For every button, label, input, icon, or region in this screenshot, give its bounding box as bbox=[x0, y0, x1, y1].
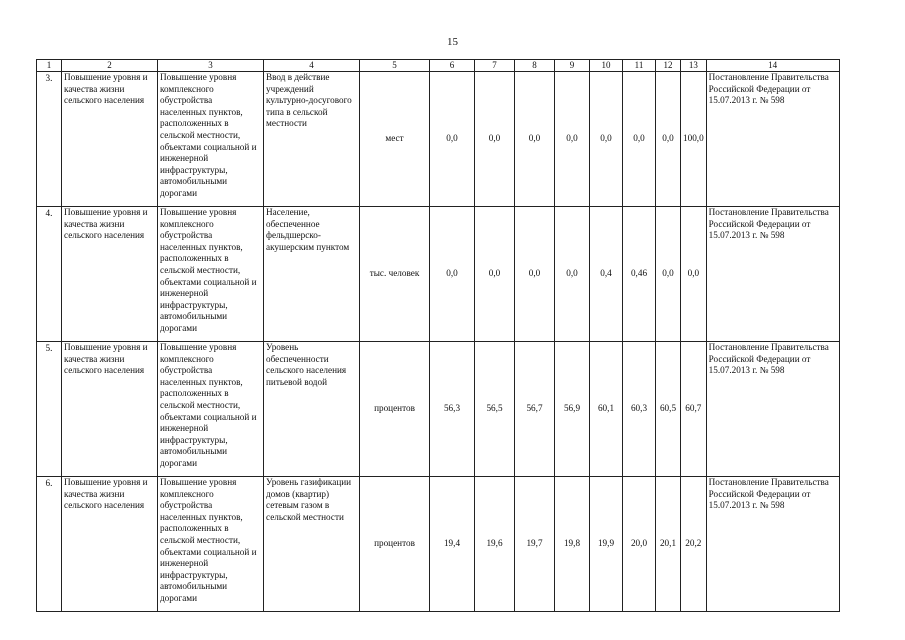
page-number: 15 bbox=[447, 36, 458, 48]
task-cell bbox=[158, 477, 264, 612]
header-cell: 10 bbox=[590, 60, 623, 72]
task-text: Повышение уровня комплексного обустройства населенных пунктов, расположенных в сельской местности, объектами социальной и инженерной инфраструктуры, автомобильными дорогами bbox=[160, 72, 257, 198]
basis-text: Постановление Правительства Российской Федерации от 15.07.2013 г. № 598 bbox=[708, 207, 829, 241]
value-cell: 19,6 bbox=[475, 477, 515, 612]
row-number: 6. bbox=[37, 477, 62, 612]
unit-cell: тыс. человек bbox=[360, 207, 430, 342]
basis-text: Постановление Правительства Российской Федерации от 15.07.2013 г. № 598 bbox=[708, 72, 829, 106]
value-cell: 20,0 bbox=[623, 477, 656, 612]
value-cell: 20,2 bbox=[681, 477, 707, 612]
value-cell: 19,8 bbox=[555, 477, 590, 612]
basis-cell bbox=[706, 72, 839, 207]
value-cell: 0,46 bbox=[623, 207, 656, 342]
table-row bbox=[37, 342, 840, 477]
goal-text: Повышение уровня и качества жизни сельского населения bbox=[64, 477, 148, 511]
header-row bbox=[37, 60, 840, 72]
task-text: Повышение уровня комплексного обустройства населенных пунктов, расположенных в сельской местности, объектами социальной и инженерной инфраструктуры, автомобильными дорогами bbox=[160, 477, 257, 603]
value-cell: 0,0 bbox=[430, 72, 475, 207]
basis-cell bbox=[706, 342, 839, 477]
value-cell: 0,0 bbox=[515, 72, 555, 207]
table-row bbox=[37, 477, 840, 612]
header-cell: 5 bbox=[360, 60, 430, 72]
indicator-text: Уровень газификации домов (квартир) сетевым газом в сельской местности bbox=[266, 477, 352, 522]
value-cell: 19,9 bbox=[590, 477, 623, 612]
value-cell: 56,3 bbox=[430, 342, 475, 477]
header-cell: 6 bbox=[430, 60, 475, 72]
unit-cell: мест bbox=[360, 72, 430, 207]
basis-text: Постановление Правительства Российской Федерации от 15.07.2013 г. № 598 bbox=[708, 342, 829, 376]
indicator-cell bbox=[264, 342, 360, 477]
goal-text: Повышение уровня и качества жизни сельского населения bbox=[64, 342, 148, 376]
value-cell: 20,1 bbox=[656, 477, 681, 612]
goal-cell bbox=[62, 342, 158, 477]
unit-cell: процентов bbox=[360, 477, 430, 612]
header-cell: 2 bbox=[62, 60, 158, 72]
value-cell: 60,7 bbox=[681, 342, 707, 477]
value-cell: 0,0 bbox=[515, 207, 555, 342]
unit-cell: процентов bbox=[360, 342, 430, 477]
row-number: 4. bbox=[37, 207, 62, 342]
value-cell: 0,4 bbox=[590, 207, 623, 342]
header-cell: 9 bbox=[555, 60, 590, 72]
header-cell: 7 bbox=[475, 60, 515, 72]
task-cell bbox=[158, 342, 264, 477]
header-cell: 3 bbox=[158, 60, 264, 72]
goal-text: Повышение уровня и качества жизни сельского населения bbox=[64, 72, 148, 106]
goal-cell bbox=[62, 72, 158, 207]
header-cell: 14 bbox=[706, 60, 839, 72]
value-cell: 19,4 bbox=[430, 477, 475, 612]
header-cell: 8 bbox=[515, 60, 555, 72]
value-cell: 0,0 bbox=[555, 207, 590, 342]
value-cell: 0,0 bbox=[475, 207, 515, 342]
indicators-table bbox=[36, 59, 840, 612]
basis-text: Постановление Правительства Российской Федерации от 15.07.2013 г. № 598 bbox=[708, 477, 829, 511]
goal-cell bbox=[62, 477, 158, 612]
task-cell bbox=[158, 207, 264, 342]
value-cell: 0,0 bbox=[555, 72, 590, 207]
value-cell: 0,0 bbox=[475, 72, 515, 207]
value-cell: 0,0 bbox=[681, 207, 707, 342]
task-text: Повышение уровня комплексного обустройства населенных пунктов, расположенных в сельской местности, объектами социальной и инженерной инфраструктуры, автомобильными дорогами bbox=[160, 207, 257, 333]
task-cell bbox=[158, 72, 264, 207]
indicator-text: Уровень обеспеченности сельского населения питьевой водой bbox=[266, 342, 347, 387]
table-row bbox=[37, 207, 840, 342]
header-cell: 1 bbox=[37, 60, 62, 72]
indicator-text: Ввод в действие учреждений культурно-досугового типа в сельской местности bbox=[266, 72, 352, 129]
indicator-cell bbox=[264, 72, 360, 207]
basis-cell bbox=[706, 477, 839, 612]
value-cell: 0,0 bbox=[430, 207, 475, 342]
value-cell: 60,3 bbox=[623, 342, 656, 477]
goal-text: Повышение уровня и качества жизни сельского населения bbox=[64, 207, 148, 241]
value-cell: 56,9 bbox=[555, 342, 590, 477]
value-cell: 100,0 bbox=[681, 72, 707, 207]
row-number: 3. bbox=[37, 72, 62, 207]
indicator-text: Население, обеспеченное фельдшерско-акушерским пунктом bbox=[266, 207, 350, 252]
header-cell: 4 bbox=[264, 60, 360, 72]
value-cell: 0,0 bbox=[590, 72, 623, 207]
indicator-cell bbox=[264, 207, 360, 342]
row-number: 5. bbox=[37, 342, 62, 477]
value-cell: 0,0 bbox=[656, 72, 681, 207]
basis-cell bbox=[706, 207, 839, 342]
task-text: Повышение уровня комплексного обустройства населенных пунктов, расположенных в сельской местности, объектами социальной и инженерной инфраструктуры, автомобильными дорогами bbox=[160, 342, 257, 468]
indicator-cell bbox=[264, 477, 360, 612]
value-cell: 0,0 bbox=[656, 207, 681, 342]
header-cell: 12 bbox=[656, 60, 681, 72]
value-cell: 60,5 bbox=[656, 342, 681, 477]
table-row bbox=[37, 72, 840, 207]
value-cell: 0,0 bbox=[623, 72, 656, 207]
goal-cell bbox=[62, 207, 158, 342]
value-cell: 60,1 bbox=[590, 342, 623, 477]
value-cell: 56,7 bbox=[515, 342, 555, 477]
value-cell: 19,7 bbox=[515, 477, 555, 612]
header-cell: 11 bbox=[623, 60, 656, 72]
value-cell: 56,5 bbox=[475, 342, 515, 477]
header-cell: 13 bbox=[681, 60, 707, 72]
